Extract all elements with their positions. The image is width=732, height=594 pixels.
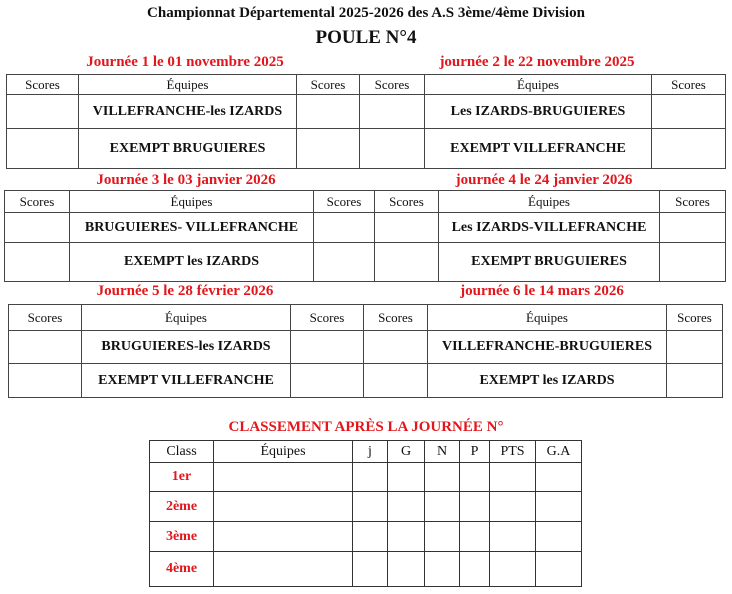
score-cell[interactable] [7,95,79,129]
team-cell[interactable] [214,463,353,492]
score-cell[interactable] [667,364,723,398]
document-title: Championnat Départemental 2025-2026 des A.S 3ème/4ème Division [147,5,585,21]
equipes-header: Équipes [70,191,314,213]
journee-5-title: Journée 5 le 28 février 2026 [96,283,274,299]
table-row [150,463,582,492]
stat-cell[interactable] [490,492,536,522]
team-cell[interactable] [214,522,353,552]
score-cell[interactable] [375,213,439,243]
score-cell[interactable] [5,243,70,282]
team-cell[interactable] [214,552,353,587]
match-cell: Les IZARDS-BRUGUIERES [425,95,652,129]
equipes-header: Équipes [79,75,297,95]
score-cell[interactable] [364,364,428,398]
score-cell[interactable] [7,129,79,169]
score-cell[interactable] [9,331,82,364]
scores-header: Scores [5,191,70,213]
match-cell: VILLEFRANCHE-les IZARDS [79,95,297,129]
stat-cell[interactable] [388,522,425,552]
stat-cell[interactable] [536,552,582,587]
stat-cell[interactable] [388,463,425,492]
score-cell[interactable] [652,95,726,129]
column-header-p: P [460,441,490,463]
rank-cell: 4ème [150,552,214,587]
stat-cell[interactable] [536,463,582,492]
scores-header: Scores [375,191,439,213]
rank-cell: 3ème [150,522,214,552]
column-header-g: G [388,441,425,463]
stat-cell[interactable] [460,463,490,492]
journees-1-2-table [6,74,726,169]
score-cell[interactable] [291,364,364,398]
table-row [150,522,582,552]
scores-header: Scores [360,75,425,95]
score-cell[interactable] [360,129,425,169]
equipes-header: Équipes [82,305,291,331]
column-header-n: N [425,441,460,463]
stat-cell[interactable] [353,522,388,552]
stat-cell[interactable] [425,492,460,522]
classement-table [149,440,582,587]
stat-cell[interactable] [490,552,536,587]
stat-cell[interactable] [460,522,490,552]
stat-cell[interactable] [388,552,425,587]
classement-title: CLASSEMENT APRÈS LA JOURNÉE N° [228,419,504,435]
scores-header: Scores [667,305,723,331]
column-header-pts: PTS [490,441,536,463]
match-cell: BRUGUIERES-les IZARDS [82,331,291,364]
stat-cell[interactable] [388,492,425,522]
stat-cell[interactable] [353,463,388,492]
stat-cell[interactable] [490,463,536,492]
stat-cell[interactable] [460,552,490,587]
score-cell[interactable] [9,364,82,398]
scores-header: Scores [660,191,726,213]
rank-cell: 1er [150,463,214,492]
scores-header: Scores [7,75,79,95]
journee-3-title: Journée 3 le 03 janvier 2026 [96,172,276,188]
score-cell[interactable] [667,331,723,364]
score-cell[interactable] [652,129,726,169]
scores-header: Scores [9,305,82,331]
score-cell[interactable] [364,331,428,364]
match-cell: BRUGUIERES- VILLEFRANCHE [70,213,314,243]
column-header-j: j [353,441,388,463]
score-cell[interactable] [314,243,375,282]
equipes-header: Équipes [428,305,667,331]
scores-header: Scores [291,305,364,331]
journees-3-4-table [4,190,726,282]
column-header-ga: G.A [536,441,582,463]
equipes-header: Équipes [425,75,652,95]
exempt-cell: EXEMPT VILLEFRANCHE [425,129,652,169]
stat-cell[interactable] [353,492,388,522]
journee-2-title: journée 2 le 22 novembre 2025 [439,54,635,70]
score-cell[interactable] [360,95,425,129]
scores-header: Scores [652,75,726,95]
match-cell: Les IZARDS-VILLEFRANCHE [439,213,660,243]
equipes-header: Équipes [439,191,660,213]
scores-header: Scores [314,191,375,213]
stat-cell[interactable] [460,492,490,522]
journee-6-title: journée 6 le 14 mars 2026 [460,283,624,299]
journees-5-6-table [8,304,723,398]
match-cell: VILLEFRANCHE-BRUGUIERES [428,331,667,364]
journee-1-title: Journée 1 le 01 novembre 2025 [86,54,284,70]
score-cell[interactable] [660,243,726,282]
score-cell[interactable] [314,213,375,243]
poule-title: POULE N°4 [315,27,417,48]
score-cell[interactable] [297,95,360,129]
exempt-cell: EXEMPT BRUGUIERES [79,129,297,169]
journee-4-title: journée 4 le 24 janvier 2026 [455,172,633,188]
stat-cell[interactable] [425,522,460,552]
team-cell[interactable] [214,492,353,522]
stat-cell[interactable] [425,463,460,492]
stat-cell[interactable] [536,492,582,522]
exempt-cell: EXEMPT VILLEFRANCHE [82,364,291,398]
stat-cell[interactable] [425,552,460,587]
stat-cell[interactable] [536,522,582,552]
scores-header: Scores [297,75,360,95]
score-cell[interactable] [297,129,360,169]
rank-cell: 2ème [150,492,214,522]
table-row [150,552,582,587]
score-cell[interactable] [375,243,439,282]
column-header-equipes: Équipes [214,441,353,463]
exempt-cell: EXEMPT les IZARDS [70,243,314,282]
scores-header: Scores [364,305,428,331]
stat-cell[interactable] [353,552,388,587]
stat-cell[interactable] [490,522,536,552]
score-cell[interactable] [660,213,726,243]
table-row [150,492,582,522]
exempt-cell: EXEMPT BRUGUIERES [439,243,660,282]
score-cell[interactable] [291,331,364,364]
score-cell[interactable] [5,213,70,243]
column-header-class: Class [150,441,214,463]
exempt-cell: EXEMPT les IZARDS [428,364,667,398]
